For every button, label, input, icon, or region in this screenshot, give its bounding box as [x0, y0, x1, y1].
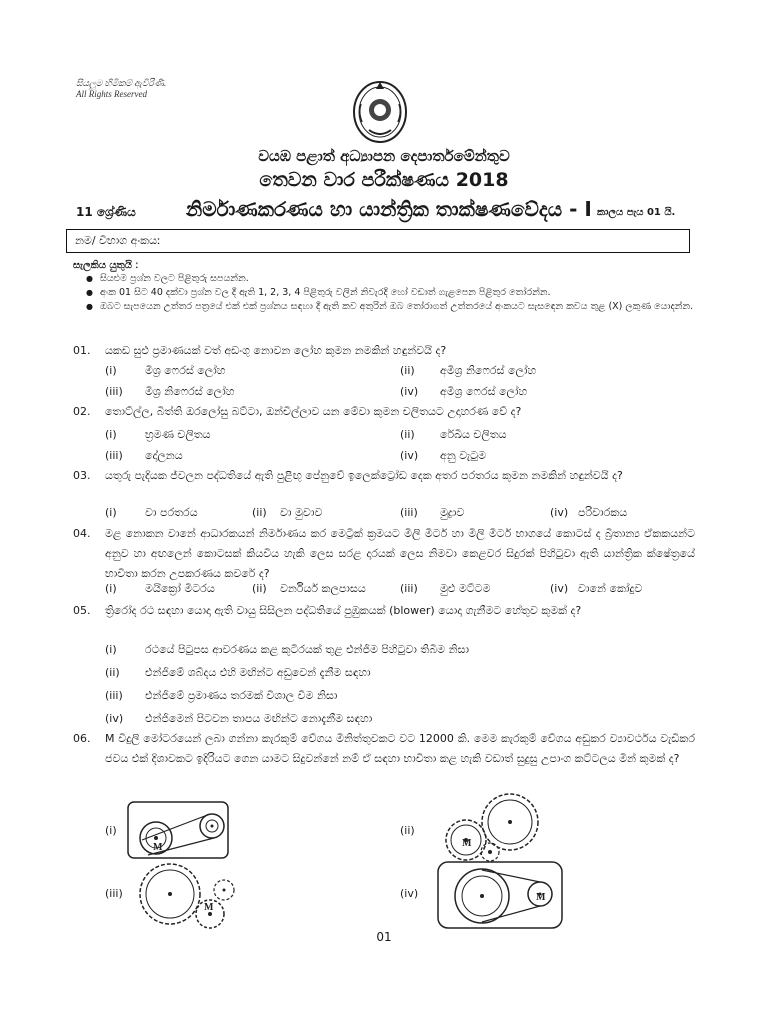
option-label: (iii)	[105, 449, 123, 462]
option-label: (ii)	[252, 506, 267, 519]
question-text: මළ නොකන වානේ ආධාරකයන් නිර්මාණය කර මෙට්‍රික් ක්‍රමයට මිලි මීටර් හා මිලි මීටර් භාගයේ කොටස් ද බ්‍රිතාන්‍ය ඒකකයන්ට අනුව හා අඟලෙන් කොටසක් කියවිය හැකි ලෙස සරළ දාරයක් ලෙස නිමවා කෙළවර සිදුරක් පිහිටුවා ඇති යාන්ත්‍රික ක්ෂේත්‍රයේ භාවිතා කරන උපකරණය කවරේ ද?	[105, 527, 695, 580]
question-number: 02.	[73, 405, 91, 418]
copyright-notice	[76, 78, 166, 100]
option-label: (ii)	[252, 582, 267, 595]
option-2-ii[interactable]	[400, 426, 507, 444]
option-label: (ii)	[400, 428, 415, 441]
option-label: (ii)	[400, 364, 415, 377]
option-3-iii[interactable]	[400, 504, 464, 522]
option-text: අමිශ්‍ර ෆෙරස් ලෝහ	[440, 385, 528, 398]
motor-label: M	[153, 842, 163, 853]
option-label: (ii)	[105, 666, 120, 679]
option-text: පරිවාරකය	[578, 506, 628, 519]
question-text: තොට්ල්ල, බිත්ති ඔරලෝසු බට්ටා, ඔන්චිල්ලාව යන මේවා කුමන චලිතයට උදාහරණ වේ ද?	[105, 405, 522, 418]
instruction-item: ● ඔබට සැපයෙන උත්තර පත්‍රයේ එක් එක් ප්‍රශ්නය සඳහා දී ඇති කව අතුරින් ඔබ තෝරාගත් උත්තරයේ අංකයට සැසඳෙන කවය තුළ (X) ලකුණ යොදන්න.	[84, 300, 696, 314]
emblem-logo	[351, 78, 409, 144]
time-allowed: කාලය පැය 01 යි.	[597, 207, 676, 218]
option-2-iv[interactable]	[400, 447, 486, 465]
option-label: (i)	[105, 582, 117, 595]
option-text: අනු වැටුම	[440, 449, 487, 462]
option-label: (iii)	[105, 689, 123, 702]
option-label: (iii)	[400, 582, 418, 595]
option-text: වානේ කෝදුව	[578, 582, 643, 595]
option-text: දෝලනය	[145, 449, 183, 462]
option-label: (iv)	[550, 582, 569, 595]
grade-label: 11 ශ්‍රේණිය	[76, 205, 136, 219]
option-1-iii[interactable]	[105, 383, 234, 401]
instructions-list	[84, 272, 696, 314]
question-number: 05.	[73, 604, 91, 617]
option-text: එන්ජිමේ ශබ්දය එහි මඟින්ට අඩුවෙන් දැනීම සඳහා	[145, 666, 371, 679]
question-text: යතුරු පැදියක ජ්වලන පද්ධතියේ ඇති පුළිඟු පේනුවේ ඉලෙක්ට්‍රෝඩ දෙක අතර පරතරය කුමන නමකින් හඳුන්වයි ද?	[105, 469, 623, 482]
option-label: (iii)	[400, 506, 418, 519]
option-5-ii[interactable]	[105, 664, 371, 682]
exam-title: තෙවන වාර පරීක්ෂණය 2018	[259, 169, 509, 191]
option-2-i[interactable]	[105, 426, 211, 444]
option-1-iv[interactable]	[400, 383, 527, 401]
page-number: 01	[376, 930, 392, 944]
copyright-sinhala: සියලුම හිමිකම් ඇවිරිණි.	[76, 78, 167, 88]
gear-train-diagram[interactable]	[430, 792, 580, 867]
question-number: 03.	[73, 469, 91, 482]
option-6-iii-label[interactable]: (iii)	[105, 887, 123, 900]
option-text: රේඛීය චලිතය	[440, 428, 507, 441]
option-label: (i)	[105, 364, 117, 377]
instruction-item: ● සියළුම ප්‍රශ්න වලට පිළිතුරු සපයන්න.	[84, 272, 696, 286]
option-text: වා පරතරය	[145, 506, 198, 519]
option-label: (iv)	[550, 506, 569, 519]
question-number: 04.	[73, 527, 91, 540]
motor-label: M	[536, 892, 546, 903]
question-text: ත්‍රිරෝද රථ සඳහා යොදා ඇති වායු සිසිලන පද්ධතියේ පුඹුකයක් (blower) යොදා ගැනීමට හේතුව කුමක් ද?	[105, 604, 582, 617]
option-text: වර්නියර් කලපාසය	[280, 582, 366, 595]
instruction-item: ● අංක 01 සිට 40 දක්වා ප්‍රශ්න වල දී ඇති 1, 2, 3, 4 පිළිතුරු වලින් නිවැරදි හෝ වඩාත් ගැළපෙන පිළිතුර තෝරන්න.	[84, 286, 696, 300]
name-index-field[interactable]	[66, 229, 690, 253]
option-2-iii[interactable]	[105, 447, 183, 465]
option-label: (iv)	[400, 385, 419, 398]
option-text: මිශ්‍ර නිෆෙරස් ලෝහ	[145, 385, 235, 398]
belt-drive-diagram[interactable]	[126, 800, 236, 860]
option-text: එන්ජිමෙන් පිටවන තාපය මඟින්ට නොදැනීම සඳහා	[145, 712, 373, 725]
option-text: වා මුවාව	[280, 506, 323, 519]
option-text: රථයේ පිටුපස ආවරණය කළ කුටීරයක් තුළ එන්ජිම පිහිටුවා තිබීම නිසා	[145, 643, 470, 656]
option-text: භ්‍රමණ චලිතය	[145, 428, 211, 441]
option-1-i[interactable]	[105, 362, 225, 380]
option-text: මුළු මට්ටම	[440, 582, 491, 595]
motor-label: M	[204, 902, 214, 913]
option-3-ii[interactable]	[252, 504, 322, 522]
option-6-i-label[interactable]: (i)	[105, 824, 117, 837]
question-number: 06.	[73, 732, 91, 745]
question-number: 01.	[73, 344, 91, 357]
option-4-ii[interactable]	[252, 580, 366, 598]
option-label: (i)	[105, 643, 117, 656]
option-label: (iv)	[400, 449, 419, 462]
option-4-iii[interactable]	[400, 580, 491, 598]
option-text: මුද්‍රාව	[440, 506, 465, 519]
option-4-iv[interactable]	[550, 580, 642, 598]
option-3-i[interactable]	[105, 504, 198, 522]
gear-train-diagram[interactable]	[128, 860, 238, 932]
question-text: M විදුලි මෝටරයෙන් ලබා ගන්නා කැරකුම් වේගය මිනිත්තුවකට වට 12000 කි. මෙම කැරකුම් වේගය අඩුකර ව්‍යාවර්ථය වැඩිකර ජවය එක් දිශාවකට ඉදිරියට ගෙන යාමට සිදුවන්නේ නම් ඒ සඳහා භාවිතා කළ හැකි වඩාත් සුදුසු උපාංග කට්ටලය මින් කුමක් ද?	[105, 732, 695, 765]
option-text: මයික්‍රෝ මීටරය	[145, 582, 215, 595]
option-label: (i)	[105, 428, 117, 441]
option-5-iv[interactable]	[105, 710, 372, 728]
name-field-label: නම/ විභාග අංකයː	[75, 234, 161, 247]
instructions-heading: සැලකිය යුතුයි ː	[73, 260, 139, 271]
option-3-iv[interactable]	[550, 504, 627, 522]
department-title: වයඹ පළාත් අධ්‍යාපන දෙපාර්තමේන්තුව	[258, 147, 510, 165]
option-label: (i)	[105, 506, 117, 519]
option-1-ii[interactable]	[400, 362, 536, 380]
motor-label: M	[462, 838, 472, 849]
option-label: (iv)	[105, 712, 124, 725]
copyright-english: All Rights Reserved	[76, 89, 147, 99]
option-label: (iii)	[105, 385, 123, 398]
option-5-iii[interactable]	[105, 687, 337, 705]
option-text: මිශ්‍ර ෆෙරස් ලෝහ	[145, 364, 226, 377]
option-6-ii-label[interactable]: (ii)	[400, 824, 415, 837]
belt-drive-diagram[interactable]	[436, 860, 566, 932]
option-text: අමිශ්‍ර නිෆෙරස් ලෝහ	[440, 364, 537, 377]
option-text: එන්ජිමේ ප්‍රමාණය තරමක් විශාල වීම නිසා	[145, 689, 338, 702]
option-4-i[interactable]	[105, 580, 215, 598]
option-5-i[interactable]	[105, 641, 469, 659]
subject-title: නිර්මාණකරණය හා යාන්ත්‍රික තාක්ෂණවේදය - I	[186, 197, 592, 221]
option-6-iv-label[interactable]: (iv)	[400, 887, 419, 900]
question-text: යකඩ සුළු ප්‍රමාණයක් වත් අඩංගු නොවන ලෝහ කුමන නමකින් හඳුන්වයි ද?	[105, 344, 447, 357]
